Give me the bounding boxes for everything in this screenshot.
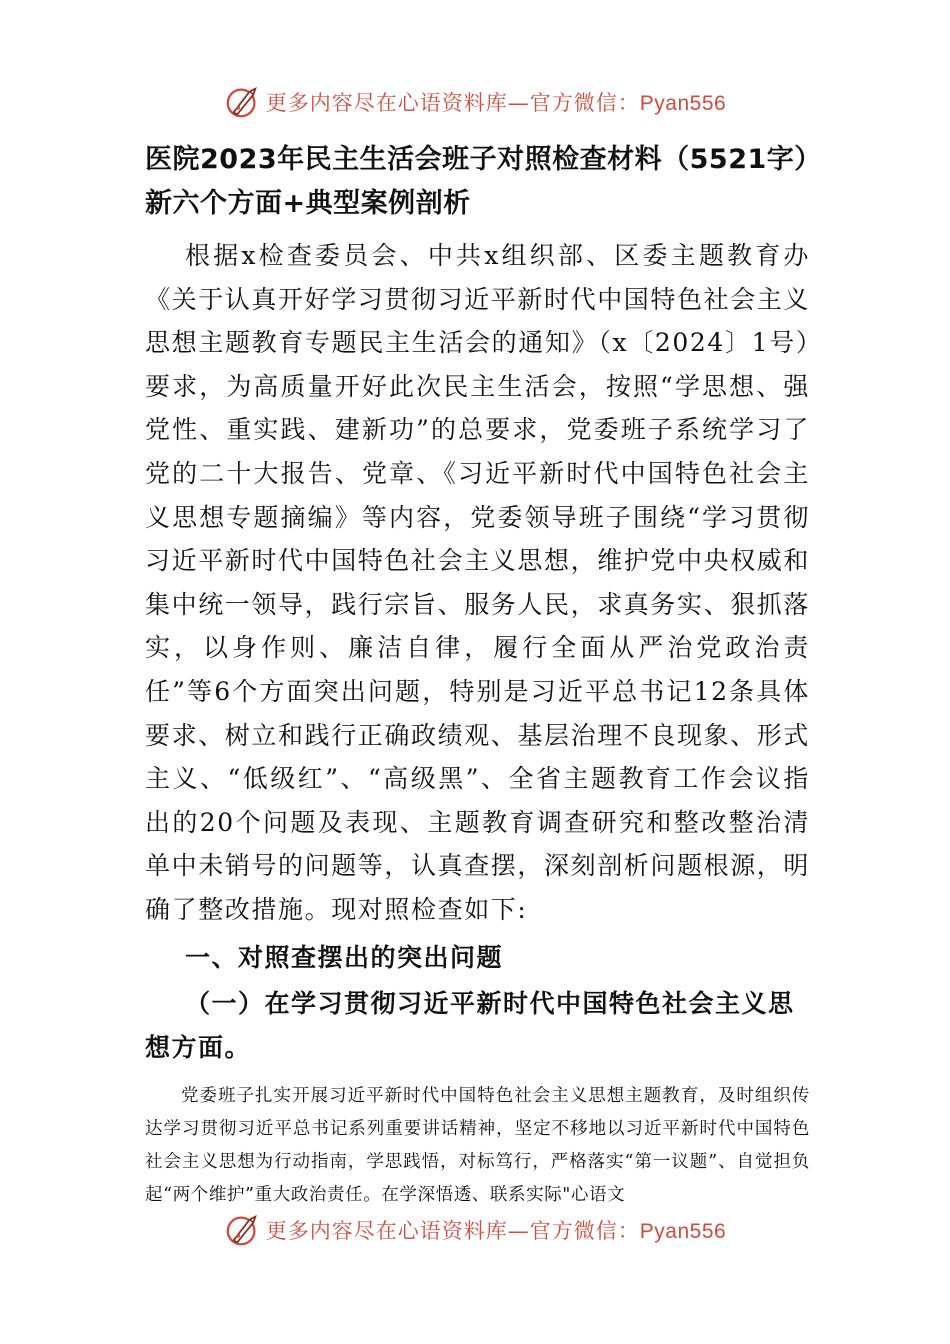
subsection-heading-1: （一）在学习贯彻习近平新时代中国特色社会主义思想方面。: [145, 988, 795, 1062]
watermark-text: [266, 87, 726, 117]
watermark-official: 官方微信：: [529, 1219, 640, 1243]
watermark-main: 更多内容尽在心语资料库: [265, 91, 508, 115]
watermark-wechat-id: Pyan556: [639, 1220, 727, 1243]
header-watermark: [0, 80, 950, 124]
intro-paragraph: 根据x检查委员会、中共x组织部、区委主题教育办《关于认真开好学习贯彻习近平新时代中国特色社会主义思想主题教育专题民主生活会的通知》（x〔2024〕1号）要求，为高质量开好此次民主生活会，按照“学思想、强党性、重实践、建新功”的总要求，党委班子系统学习了党的二十大报告、党章、《习近平新时代中国特色社会主义思想专题摘编》等内容，党委领导班子围绕“学习贯彻习近平新时代中国特色社会主义思想，维护党中央权威和集中统一领导，践行宗旨、服务人民，求真务实、狠抓落实，以身作则、廉洁自律，履行全面从严治党政治责任”等6个方面突出问题，特别是习近平总书记12条具体要求、树立和践行正确政绩观、基层治理不良现象、形式主义、“低级红”、“高级黑”、全省主题教育工作会议指出的20个问题及表现、主题教育调查研究和整改整治清单中未销号的问题等，认真查摆，深刻剖析问题根源，明确了整改措施。现对照检查如下:: [145, 241, 811, 924]
watermark-dash: —: [507, 91, 530, 115]
section-heading-1: 一、对照查摆出的突出问题: [185, 942, 504, 972]
pen-nib-circle-icon: [224, 1211, 262, 1249]
document-body: [145, 138, 810, 1212]
watermark-dash: —: [507, 1219, 530, 1243]
watermark-main: 更多内容尽在心语资料库: [265, 1219, 508, 1243]
footer-watermark: [0, 1208, 950, 1252]
watermark-text: [266, 1215, 726, 1245]
watermark-official: 官方微信：: [529, 91, 640, 115]
document-title: 医院2023年民主生活会班子对照检查材料（5521字）新六个方面+典型案例剖析: [145, 144, 809, 219]
body-paragraph: 党委班子扎实开展习近平新时代中国特色社会主义思想主题教育，及时组织传达学习贯彻习近平总书记系列重要讲话精神，坚定不移地以习近平新时代中国特色社会主义思想为行动指南，学思践悟，对标笃行，严格落实“第一议题”、自觉担负起“两个维护”重大政治责任。在学深悟透、联系实际"心语文: [145, 1085, 810, 1205]
watermark-wechat-id: Pyan556: [639, 92, 727, 115]
pen-nib-circle-icon: [224, 83, 262, 121]
